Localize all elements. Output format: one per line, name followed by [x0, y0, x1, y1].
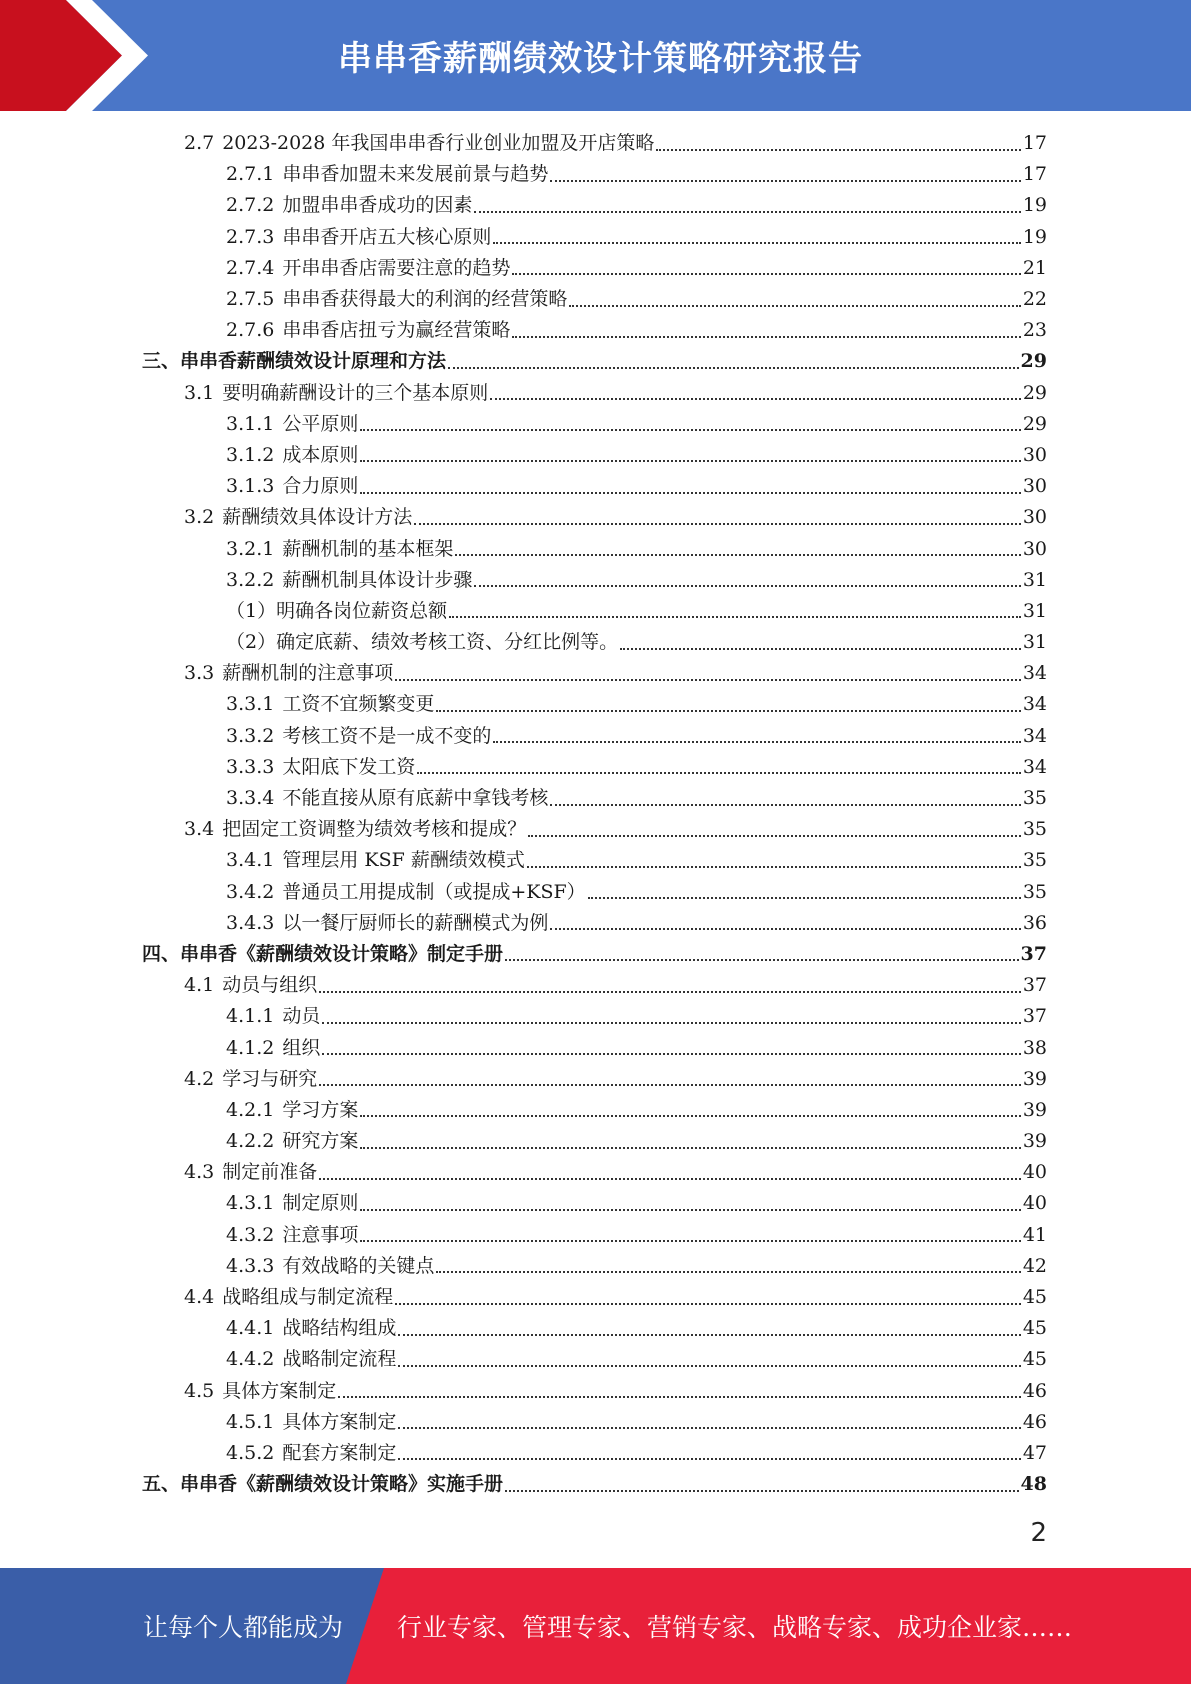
- toc-entry-page: 30: [1022, 475, 1047, 498]
- toc-dot-leader: [322, 1022, 1020, 1024]
- toc-entry-title: 工资不宜频繁变更: [282, 693, 435, 716]
- toc-entry-number: 4.1.1: [226, 1005, 275, 1028]
- footer-slogan-right: 行业专家、管理专家、营销专家、战略专家、成功企业家……: [397, 1613, 1073, 1642]
- toc-entry[interactable]: [0, 253, 1191, 284]
- toc-entry-number: 4.5: [184, 1379, 215, 1402]
- toc-dot-leader: [319, 1178, 1021, 1180]
- toc-dot-leader: [322, 1053, 1020, 1055]
- toc-entry-title: 串串香开店五大核心原则: [282, 225, 492, 248]
- toc-entry[interactable]: [0, 814, 1191, 845]
- toc-entry[interactable]: [0, 1220, 1191, 1251]
- toc-entry[interactable]: [0, 658, 1191, 689]
- toc-entry-title: 具体方案制定: [282, 1410, 397, 1433]
- toc-entry-page: 39: [1022, 1067, 1047, 1090]
- toc-entry-page: 41: [1022, 1223, 1047, 1246]
- toc-entry-page: 34: [1022, 693, 1047, 716]
- toc-entry-number: 3.1.3: [226, 475, 275, 498]
- toc-entry-title: 注意事项: [282, 1223, 359, 1246]
- toc-dot-leader: [490, 398, 1021, 400]
- toc-entry-number: 4.3.2: [226, 1223, 275, 1246]
- toc-entry-title: 公平原则: [282, 412, 359, 435]
- toc-dot-leader: [398, 1458, 1020, 1460]
- toc-entry-page: 31: [1022, 599, 1047, 622]
- toc-entry-page: 30: [1022, 443, 1047, 466]
- toc-dot-leader: [398, 1365, 1020, 1367]
- toc-dot-leader: [360, 1209, 1020, 1211]
- toc-dot-leader: [319, 991, 1021, 993]
- toc-entry-title: 太阳底下发工资: [282, 755, 416, 778]
- toc-entry-number: 3.3.4: [226, 787, 275, 810]
- toc-entry-title: 薪酬机制的注意事项: [222, 662, 394, 685]
- toc-entry-page: 37: [1022, 1005, 1047, 1028]
- toc-entry[interactable]: [0, 1095, 1191, 1126]
- report-title: 串串香薪酬绩效设计策略研究报告: [338, 39, 863, 79]
- toc-dot-leader: [360, 1115, 1020, 1117]
- toc-entry-page: 29: [1022, 381, 1047, 404]
- toc-entry-title: 串串香获得最大的利润的经营策略: [282, 288, 568, 311]
- toc-entry-page: 39: [1022, 1098, 1047, 1121]
- toc-entry-title: 2023-2028 年我国串串香行业创业加盟及开店策略: [222, 132, 655, 155]
- toc-entry-number: 2.7: [184, 132, 215, 155]
- toc-entry[interactable]: [0, 1469, 1191, 1500]
- toc-entry[interactable]: [0, 159, 1191, 190]
- toc-entry-number: 3.1: [184, 381, 215, 404]
- toc-entry-number: 2.7.4: [226, 256, 275, 279]
- toc-entry-page: 21: [1022, 256, 1047, 279]
- toc-dot-leader: [455, 554, 1020, 556]
- toc-dot-leader: [360, 429, 1020, 431]
- toc-dot-leader: [449, 616, 1021, 618]
- toc-entry-page: 48: [1020, 1473, 1047, 1496]
- toc-entry-page: 29: [1022, 412, 1047, 435]
- toc-entry-number: 三、: [142, 350, 181, 373]
- toc-entry-page: 34: [1022, 755, 1047, 778]
- toc-dot-leader: [360, 1240, 1020, 1242]
- toc-entry[interactable]: [0, 1438, 1191, 1469]
- toc-entry-title: 不能直接从原有底薪中拿钱考核: [282, 787, 549, 810]
- toc-entry[interactable]: [0, 1344, 1191, 1375]
- toc-entry-number: 2.7.5: [226, 288, 275, 311]
- toc-entry-page: 35: [1022, 849, 1047, 872]
- toc-dot-leader: [512, 273, 1020, 275]
- toc-entry-title: 学习方案: [282, 1098, 359, 1121]
- toc-entry[interactable]: [0, 1157, 1191, 1188]
- toc-entry-page: 35: [1022, 818, 1047, 841]
- toc-entry[interactable]: [0, 721, 1191, 752]
- toc-entry-number: 3.2.1: [226, 537, 275, 560]
- toc-entry-number: 4.3.3: [226, 1254, 275, 1277]
- toc-entry[interactable]: [0, 845, 1191, 876]
- toc-dot-leader: [569, 305, 1020, 307]
- toc-entry[interactable]: [0, 939, 1191, 970]
- toc-dot-leader: [474, 585, 1020, 587]
- toc-entry[interactable]: [0, 1313, 1191, 1344]
- toc-entry-title: 普通员工用提成制（或提成+KSF）: [282, 880, 586, 903]
- toc-entry-number: 3.4.3: [226, 911, 275, 934]
- toc-entry[interactable]: [0, 471, 1191, 502]
- toc-entry-number: 4.3: [184, 1161, 215, 1184]
- toc-entry[interactable]: [0, 1001, 1191, 1032]
- toc-entry-number: 3.1.1: [226, 412, 275, 435]
- footer-slogan-left: 让每个人都能成为: [143, 1613, 344, 1642]
- toc-entry-number: 2.7.1: [226, 163, 275, 186]
- toc-entry-page: 19: [1022, 225, 1047, 248]
- toc-dot-leader: [395, 679, 1021, 681]
- toc-entry[interactable]: [0, 190, 1191, 221]
- toc-dot-leader: [505, 1490, 1019, 1492]
- toc-entry-title: 明确各岗位薪资总额: [276, 599, 448, 622]
- toc-entry-title: 管理层用 KSF 薪酬绩效模式: [282, 849, 525, 872]
- toc-entry[interactable]: [0, 502, 1191, 533]
- toc-entry[interactable]: [0, 1064, 1191, 1095]
- toc-entry-number: 4.2.1: [226, 1098, 275, 1121]
- toc-entry[interactable]: [0, 970, 1191, 1001]
- toc-dot-leader: [550, 928, 1020, 930]
- page-number: 2: [1030, 1518, 1047, 1548]
- toc-entry-number: 4.5.2: [226, 1441, 275, 1464]
- toc-entry-title: 动员: [282, 1005, 321, 1028]
- toc-entry-title: 要明确薪酬设计的三个基本原则: [222, 381, 489, 404]
- toc-entry-page: 17: [1022, 132, 1047, 155]
- toc-entry-number: 四、: [142, 942, 181, 965]
- toc-entry-number: 3.3: [184, 662, 215, 685]
- toc-entry-page: 45: [1022, 1348, 1047, 1371]
- toc-entry-title: 研究方案: [282, 1130, 359, 1153]
- toc-entry-title: 串串香《薪酬绩效设计策略》实施手册: [180, 1473, 504, 1496]
- toc-entry-title: 成本原则: [282, 443, 359, 466]
- toc-entry-title: 薪酬机制的基本框架: [282, 537, 454, 560]
- toc-dot-leader: [395, 1303, 1021, 1305]
- toc-dot-leader: [474, 211, 1020, 213]
- table-of-contents: [0, 128, 1191, 1500]
- toc-dot-leader: [550, 180, 1020, 182]
- toc-entry-title: 战略制定流程: [282, 1348, 397, 1371]
- toc-entry-number: 五、: [142, 1473, 181, 1496]
- toc-entry-page: 45: [1022, 1286, 1047, 1309]
- toc-entry[interactable]: [0, 409, 1191, 440]
- toc-entry-page: 31: [1022, 631, 1047, 654]
- toc-entry-page: 46: [1022, 1379, 1047, 1402]
- toc-dot-leader: [448, 367, 1019, 369]
- toc-dot-leader: [360, 460, 1020, 462]
- toc-entry-title: 制定原则: [282, 1192, 359, 1215]
- toc-entry-title: 以一餐厅厨师长的薪酬模式为例: [282, 911, 549, 934]
- toc-entry[interactable]: [0, 1251, 1191, 1282]
- toc-dot-leader: [620, 648, 1021, 650]
- toc-entry-page: 40: [1022, 1192, 1047, 1215]
- toc-dot-leader: [338, 1396, 1021, 1398]
- toc-entry-number: 2.7.2: [226, 194, 275, 217]
- toc-dot-leader: [656, 149, 1020, 151]
- toc-entry-page: 37: [1020, 942, 1047, 965]
- toc-entry-page: 46: [1022, 1410, 1047, 1433]
- toc-entry-page: 30: [1022, 506, 1047, 529]
- toc-entry[interactable]: [0, 565, 1191, 596]
- toc-entry-title: 串串香《薪酬绩效设计策略》制定手册: [180, 942, 504, 965]
- toc-entry-page: 47: [1022, 1441, 1047, 1464]
- toc-entry[interactable]: [0, 689, 1191, 720]
- toc-entry-page: 36: [1022, 911, 1047, 934]
- toc-entry-number: 4.1: [184, 974, 215, 997]
- toc-entry[interactable]: [0, 315, 1191, 346]
- toc-entry-page: 31: [1022, 568, 1047, 591]
- toc-entry[interactable]: [0, 908, 1191, 939]
- toc-entry-page: 19: [1022, 194, 1047, 217]
- toc-dot-leader: [398, 1334, 1020, 1336]
- toc-entry-number: 3.2.2: [226, 568, 275, 591]
- toc-entry-number: 4.1.2: [226, 1036, 275, 1059]
- toc-entry-title: 确定底薪、绩效考核工资、分红比例等。: [276, 631, 619, 654]
- toc-entry-page: 17: [1022, 163, 1047, 186]
- toc-entry[interactable]: [0, 284, 1191, 315]
- toc-entry-number: 4.3.1: [226, 1192, 275, 1215]
- toc-dot-leader: [550, 804, 1020, 806]
- toc-dot-leader: [493, 741, 1020, 743]
- toc-entry-page: 40: [1022, 1161, 1047, 1184]
- toc-entry-title: 战略结构组成: [282, 1317, 397, 1340]
- toc-dot-leader: [527, 866, 1021, 868]
- toc-entry-page: 34: [1022, 662, 1047, 685]
- toc-dot-leader: [436, 1271, 1020, 1273]
- toc-dot-leader: [319, 1084, 1021, 1086]
- toc-entry-number: 3.4.1: [226, 849, 275, 872]
- toc-entry-number: 2.7.6: [226, 319, 275, 342]
- toc-entry[interactable]: [0, 1376, 1191, 1407]
- toc-entry-title: 制定前准备: [222, 1161, 318, 1184]
- toc-dot-leader: [414, 523, 1021, 525]
- toc-entry-title: 串串香加盟未来发展前景与趋势: [282, 163, 549, 186]
- toc-entry-number: 3.3.3: [226, 755, 275, 778]
- toc-entry-page: 35: [1022, 880, 1047, 903]
- toc-entry[interactable]: [0, 533, 1191, 564]
- toc-dot-leader: [528, 835, 1021, 837]
- toc-dot-leader: [398, 1427, 1020, 1429]
- toc-entry-number: 3.2: [184, 506, 215, 529]
- toc-entry-page: 45: [1022, 1317, 1047, 1340]
- toc-entry-title: 配套方案制定: [282, 1441, 397, 1464]
- toc-entry[interactable]: [0, 627, 1191, 658]
- toc-entry-number: 4.4.2: [226, 1348, 275, 1371]
- page-header: [0, 0, 1191, 111]
- toc-entry-number: （2）: [226, 631, 277, 654]
- toc-dot-leader: [512, 336, 1020, 338]
- toc-dot-leader: [436, 710, 1020, 712]
- toc-dot-leader: [360, 1147, 1020, 1149]
- toc-entry-page: 39: [1022, 1130, 1047, 1153]
- toc-entry-title: 战略组成与制定流程: [222, 1286, 394, 1309]
- toc-entry-page: 34: [1022, 724, 1047, 747]
- toc-entry-title: 有效战略的关键点: [282, 1254, 435, 1277]
- toc-entry[interactable]: [0, 783, 1191, 814]
- toc-entry-page: 42: [1022, 1254, 1047, 1277]
- toc-entry-number: 3.3.1: [226, 693, 275, 716]
- toc-entry[interactable]: [0, 877, 1191, 908]
- toc-entry-number: 3.4: [184, 818, 215, 841]
- toc-entry-number: 3.4.2: [226, 880, 275, 903]
- toc-entry-page: 23: [1022, 319, 1047, 342]
- toc-entry-title: 考核工资不是一成不变的: [282, 724, 492, 747]
- toc-entry-page: 38: [1022, 1036, 1047, 1059]
- toc-entry[interactable]: [0, 1407, 1191, 1438]
- toc-entry-title: 合力原则: [282, 475, 359, 498]
- toc-entry-title: 串串香店扭亏为赢经营策略: [282, 319, 511, 342]
- toc-entry-number: 3.3.2: [226, 724, 275, 747]
- toc-entry-title: 把固定工资调整为绩效考核和提成？: [222, 818, 527, 841]
- toc-dot-leader: [360, 492, 1020, 494]
- toc-dot-leader: [505, 959, 1019, 961]
- toc-entry-title: 组织: [282, 1036, 321, 1059]
- toc-entry-page: 35: [1022, 787, 1047, 810]
- toc-entry-title: 动员与组织: [222, 974, 318, 997]
- toc-entry[interactable]: [0, 346, 1191, 377]
- toc-entry[interactable]: [0, 222, 1191, 253]
- toc-entry-title: 学习与研究: [222, 1067, 318, 1090]
- toc-entry-page: 22: [1022, 288, 1047, 311]
- toc-entry-number: 4.2.2: [226, 1130, 275, 1153]
- toc-entry[interactable]: [0, 1126, 1191, 1157]
- toc-entry[interactable]: [0, 128, 1191, 159]
- toc-entry-page: 37: [1022, 974, 1047, 997]
- toc-dot-leader: [417, 772, 1020, 774]
- toc-entry-number: 3.1.2: [226, 443, 275, 466]
- toc-entry-number: （1）: [226, 599, 277, 622]
- toc-entry-title: 具体方案制定: [222, 1379, 337, 1402]
- toc-entry-title: 薪酬绩效具体设计方法: [222, 506, 413, 529]
- toc-dot-leader: [588, 897, 1021, 899]
- toc-entry-title: 加盟串串香成功的因素: [282, 194, 473, 217]
- toc-entry-title: 串串香薪酬绩效设计原理和方法: [180, 350, 447, 373]
- toc-dot-leader: [493, 242, 1020, 244]
- toc-entry-page: 29: [1020, 350, 1047, 373]
- toc-entry[interactable]: [0, 596, 1191, 627]
- toc-entry[interactable]: [0, 440, 1191, 471]
- toc-entry-title: 开串串香店需要注意的趋势: [282, 256, 511, 279]
- toc-entry[interactable]: [0, 1032, 1191, 1063]
- toc-entry-title: 薪酬机制具体设计步骤: [282, 568, 473, 591]
- toc-entry[interactable]: [0, 752, 1191, 783]
- toc-entry-number: 4.4: [184, 1286, 215, 1309]
- toc-entry[interactable]: [0, 378, 1191, 409]
- toc-entry-number: 4.5.1: [226, 1410, 275, 1433]
- toc-entry-number: 4.4.1: [226, 1317, 275, 1340]
- page-footer: [0, 1568, 1191, 1684]
- toc-entry[interactable]: [0, 1188, 1191, 1219]
- toc-entry-number: 4.2: [184, 1067, 215, 1090]
- toc-entry[interactable]: [0, 1282, 1191, 1313]
- toc-entry-page: 30: [1022, 537, 1047, 560]
- toc-entry-number: 2.7.3: [226, 225, 275, 248]
